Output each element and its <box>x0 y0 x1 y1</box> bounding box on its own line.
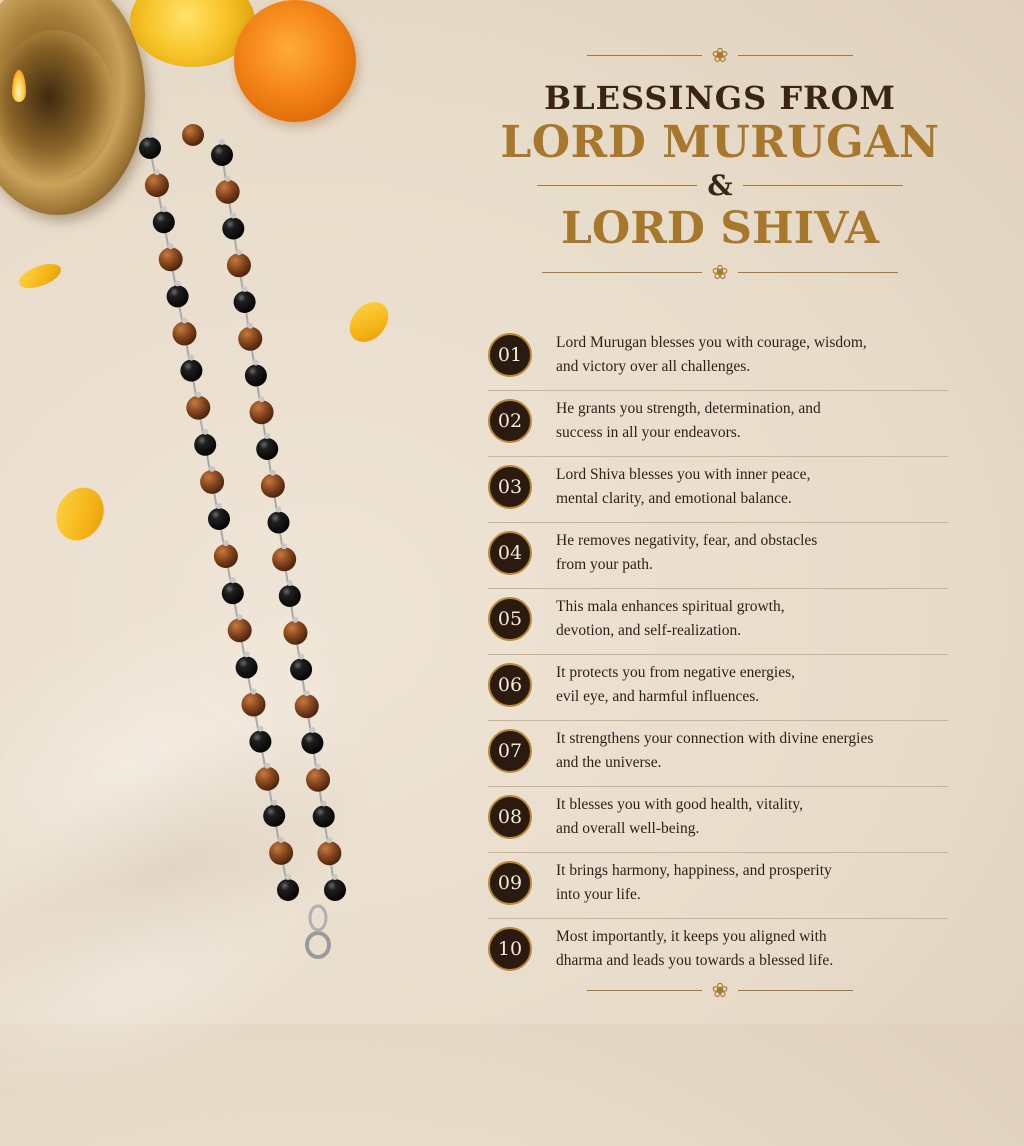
onyx-bead <box>279 585 301 607</box>
list-item <box>488 391 948 457</box>
onyx-bead <box>268 512 290 534</box>
rudraksha-bead <box>306 768 330 792</box>
number-badge: 04 <box>488 531 532 575</box>
blessings-list <box>488 325 948 984</box>
top-divider <box>490 45 950 65</box>
rudraksha-mala <box>0 0 420 1000</box>
bead-cap <box>332 874 338 880</box>
list-item <box>488 721 948 787</box>
bead-cap <box>175 280 181 286</box>
onyx-bead <box>245 365 267 387</box>
list-item <box>488 787 948 853</box>
rudraksha-bead <box>216 180 240 204</box>
onyx-bead <box>180 360 202 382</box>
bead-cap <box>259 396 265 402</box>
onyx-bead <box>139 137 161 159</box>
rudraksha-bead <box>261 474 285 498</box>
bead-cap <box>230 213 236 219</box>
number-badge: 06 <box>488 663 532 707</box>
bead-cap <box>253 360 259 366</box>
rudraksha-bead <box>255 767 279 791</box>
bead-cap <box>326 837 332 843</box>
onyx-bead <box>234 291 256 313</box>
title-block <box>490 45 950 282</box>
onyx-bead <box>277 879 299 901</box>
list-item <box>488 457 948 523</box>
onyx-bead <box>222 582 244 604</box>
list-item <box>488 589 948 655</box>
blessing-text: It brings harmony, happiness, and prosperity into your life. <box>556 862 832 903</box>
bead-cap <box>244 651 250 657</box>
bead-cap <box>209 466 215 472</box>
bead-cap <box>202 429 208 435</box>
onyx-bead <box>324 879 346 901</box>
blessing-text: Most importantly, it keeps you aligned with dharma and leads you towards a blessed life. <box>556 928 834 969</box>
bead-cap <box>219 139 225 145</box>
list-item <box>488 655 948 721</box>
bead-cap <box>264 433 270 439</box>
rudraksha-bead <box>283 621 307 645</box>
number-badge: 09 <box>488 861 532 905</box>
bead-cap <box>321 801 327 807</box>
bead-cap <box>247 323 253 329</box>
bead-cap <box>147 132 153 138</box>
rudraksha-bead <box>186 396 210 420</box>
onyx-bead <box>208 508 230 530</box>
rudraksha-bead <box>295 694 319 718</box>
bead-cap <box>304 690 310 696</box>
bead-cap <box>236 249 242 255</box>
title-lord-murugan: LORD MURUGAN <box>500 117 940 168</box>
list-item <box>488 523 948 589</box>
clasp-hook <box>310 906 326 930</box>
bead-cap <box>242 286 248 292</box>
number-badge: 07 <box>488 729 532 773</box>
bead-cap <box>182 318 188 324</box>
onyx-bead <box>222 218 244 240</box>
rudraksha-bead <box>214 544 238 568</box>
rudraksha-bead <box>242 693 266 717</box>
list-item <box>488 853 948 919</box>
blessing-text: Lord Murugan blesses you with courage, wisdom, and victory over all challenges. <box>556 334 867 375</box>
bead-cap <box>276 507 282 513</box>
onyx-bead <box>167 285 189 307</box>
lotus-icon: ❀ <box>711 43 729 67</box>
rudraksha-bead <box>317 841 341 865</box>
number-badge: 01 <box>488 333 532 377</box>
blessing-text: He grants you strength, determination, and success in all your endeavors. <box>556 400 821 441</box>
blessing-text: It blesses you with good health, vitality, and overall well-being. <box>556 796 803 837</box>
blessing-text: This mala enhances spiritual growth, devotion, and self-realization. <box>556 598 785 639</box>
bead-cap <box>154 169 160 175</box>
rudraksha-bead <box>173 322 197 346</box>
onyx-bead <box>313 806 335 828</box>
bead-cap <box>251 689 257 695</box>
onyx-bead <box>236 656 258 678</box>
bead-cap <box>281 543 287 549</box>
bead-cap <box>195 392 201 398</box>
lotus-icon: ❀ <box>711 978 729 1002</box>
number-badge: 10 <box>488 927 532 971</box>
number-badge: 03 <box>488 465 532 509</box>
blessing-text: He removes negativity, fear, and obstacles from your path. <box>556 532 818 573</box>
bead-cap <box>257 726 263 732</box>
rudraksha-bead <box>272 547 296 571</box>
bead-cap <box>315 764 321 770</box>
number-badge: 05 <box>488 597 532 641</box>
onyx-bead <box>290 659 312 681</box>
rudraksha-bead <box>159 247 183 271</box>
bead-cap <box>287 580 293 586</box>
bead-cap <box>264 763 270 769</box>
onyx-bead <box>211 144 233 166</box>
rudraksha-bead <box>269 841 293 865</box>
blessing-text: It protects you from negative energies, evil eye, and harmful influences. <box>556 664 796 705</box>
onyx-bead <box>194 434 216 456</box>
onyx-bead <box>153 211 175 233</box>
rudraksha-bead <box>250 400 274 424</box>
bead-cap <box>225 176 231 182</box>
title-blessings-from: BLESSINGS FROM <box>544 79 896 117</box>
rudraksha-bead <box>200 470 224 494</box>
bead-cap <box>292 617 298 623</box>
bead-cap <box>270 470 276 476</box>
rudraksha-bead <box>182 124 204 146</box>
bead-cap <box>223 540 229 546</box>
rudraksha-bead <box>228 618 252 642</box>
bead-cap <box>271 800 277 806</box>
bead-cap <box>216 503 222 509</box>
rudraksha-bead <box>145 173 169 197</box>
number-badge: 02 <box>488 399 532 443</box>
bead-cap <box>285 874 291 880</box>
bead-cap <box>230 577 236 583</box>
ampersand: & <box>707 169 733 202</box>
rudraksha-bead <box>238 327 262 351</box>
bead-cap <box>298 654 304 660</box>
list-item <box>488 325 948 391</box>
onyx-bead <box>301 732 323 754</box>
rudraksha-bead <box>227 253 251 277</box>
title-lord-shiva: LORD SHIVA <box>560 203 880 254</box>
bead-cap <box>309 727 315 733</box>
bead-cap <box>188 355 194 361</box>
lotus-icon: ❀ <box>711 260 729 284</box>
title-bottom-divider <box>490 262 950 282</box>
amp-divider <box>490 169 950 202</box>
bead-cap <box>278 837 284 843</box>
bead-cap <box>161 206 167 212</box>
onyx-bead <box>256 438 278 460</box>
onyx-bead <box>249 731 271 753</box>
list-item <box>488 919 948 984</box>
blessing-text: It strengthens your connection with divine energies and the universe. <box>556 730 874 771</box>
clasp <box>307 933 329 957</box>
number-badge: 08 <box>488 795 532 839</box>
blessing-text: Lord Shiva blesses you with inner peace, mental clarity, and emotional balance. <box>556 466 811 507</box>
bottom-divider <box>580 980 860 1000</box>
bead-cap <box>168 243 174 249</box>
bead-cap <box>237 614 243 620</box>
onyx-bead <box>263 805 285 827</box>
